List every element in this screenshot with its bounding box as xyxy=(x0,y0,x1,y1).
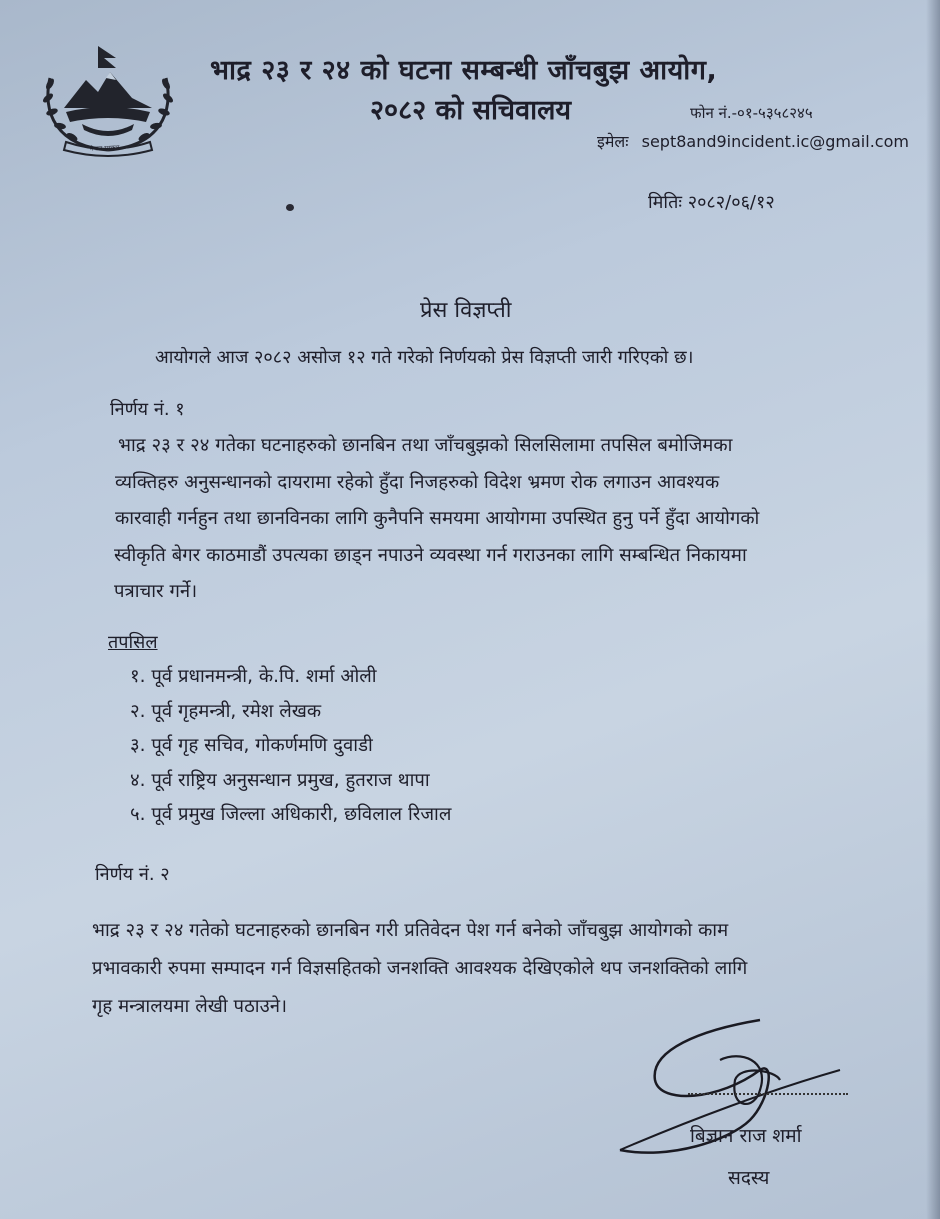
list-item: ५. पूर्व प्रमुख जिल्ला अधिकारी, छविलाल रिजाल xyxy=(130,804,452,825)
letterhead-title-line1: भाद्र २३ र २४ को घटना सम्बन्धी जाँचबुझ आयोग, xyxy=(210,55,718,86)
decision2-line: गृह मन्त्रालयमा लेखी पठाउने। xyxy=(92,996,288,1017)
decision1-line: स्वीकृति बेगर काठमाडौं उपत्यका छाड्न नपाउने व्यवस्था गर्न गराउनका लागि सम्बन्धित निकायमा xyxy=(114,544,747,566)
decision2-paragraph xyxy=(92,912,747,1026)
decision2-line: प्रभावकारी रुपमा सम्पादन गर्न विज्ञसहितको जनशक्ति आवश्यक देखिएकोले थप जनशक्तिको लागि xyxy=(92,958,748,979)
signatory-role: सदस्य xyxy=(728,1167,770,1189)
decision2-line: भाद्र २३ र २४ गतेको घटनाहरुको छानबिन गरी प्रतिवेदन पेश गर्न बनेको जाँचबुझ आयोगको काम xyxy=(92,920,729,941)
nepal-emblem-icon xyxy=(36,42,180,160)
decision1-line: व्यक्तिहरु अनुसन्धानको दायरामा रहेको हुँदा निजहरुको विदेश भ्रमण रोक लगाउन आवश्यक xyxy=(115,471,720,493)
list-item: १. पूर्व प्रधानमन्त्री, के.पि. शर्मा ओली xyxy=(130,666,377,687)
email-address: sept8and9incident.ic@gmail.com xyxy=(641,132,909,151)
email-line xyxy=(597,130,909,152)
decision1-paragraph xyxy=(114,428,760,611)
letter-date: मितिः २०८२/०६/१२ xyxy=(648,192,775,213)
tapsil-heading: तपसिल xyxy=(108,632,158,653)
list-item: ३. पूर्व गृह सचिव, गोकर्णमणि दुवाडी xyxy=(130,735,373,756)
press-release-heading: प्रेस विज्ञप्ती xyxy=(420,298,512,323)
signatory-name: बिज्ञान राज शर्मा xyxy=(690,1125,802,1147)
email-label: इमेलः xyxy=(597,132,629,151)
list-item: ४. पूर्व राष्ट्रिय अनुसन्धान प्रमुख, हुतराज थापा xyxy=(130,769,430,791)
letterhead-title-line2: २०८२ को सचिवालय xyxy=(370,95,572,126)
phone-number: फोन नं.-०१-५३५८२४५ xyxy=(690,104,813,122)
decision1-label: निर्णय नं. १ xyxy=(110,399,185,420)
intro-paragraph: आयोगले आज २०८२ असोज १२ गते गरेको निर्णयको प्रेस विज्ञप्ती जारी गरिएको छ। xyxy=(155,347,694,368)
signature-dotted-line xyxy=(688,1093,848,1095)
page-edge-shadow xyxy=(926,0,940,1219)
decision1-line: भाद्र २३ र २४ गतेका घटनाहरुको छानबिन तथा जाँचबुझको सिलसिलामा तपसिल बमोजिमका xyxy=(118,435,733,456)
decision1-line: कारवाही गर्नहुन तथा छानविनका लागि कुनैपनि समयमा आयोगमा उपस्थित हुनु पर्ने हुँदा आयोगको xyxy=(115,508,760,529)
tapsil-list xyxy=(130,660,451,833)
decision1-line: पत्राचार गर्ने। xyxy=(114,581,198,602)
decision2-label: निर्णय नं. २ xyxy=(95,864,170,885)
ink-spot xyxy=(286,204,294,211)
list-item: २. पूर्व गृहमन्त्री, रमेश लेखक xyxy=(130,700,322,722)
emblem-ribbon-text: नेपाल सरकार xyxy=(89,144,120,153)
